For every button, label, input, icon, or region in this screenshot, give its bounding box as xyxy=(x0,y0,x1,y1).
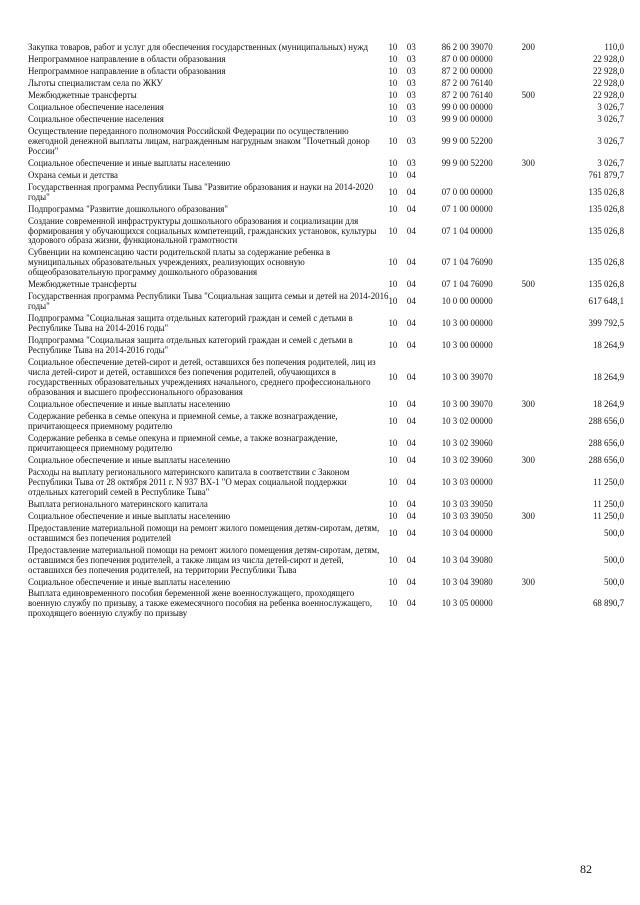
row-expense-type-code xyxy=(522,216,561,248)
row-subsection-code: 03 xyxy=(406,113,416,124)
row-section-code: 10 xyxy=(388,399,398,409)
row-expense-type-code xyxy=(522,170,561,182)
table-row xyxy=(28,90,624,102)
table-row xyxy=(28,126,624,158)
row-subsection-code: 04 xyxy=(406,576,416,587)
row-target-item-code: 87 2 00 76140 xyxy=(441,89,493,100)
row-name: Субвенции на компенсацию части родительской платы за содержание ребенка в муниципальных образовательных учреждениях, реализующих основную общеобразовательную программу дошкольного образования xyxy=(28,247,331,278)
row-amount: 761 879,7 xyxy=(588,169,624,180)
row-section-code: 10 xyxy=(388,157,398,168)
row-subsection-code: 04 xyxy=(406,340,416,351)
row-section-code: 10 xyxy=(388,476,398,487)
row-subsection-code: 04 xyxy=(406,318,416,329)
row-amount: 288 656,0 xyxy=(588,437,624,448)
row-amount: 135 026,8 xyxy=(588,279,624,290)
row-expense-type-code xyxy=(522,499,561,511)
table-row xyxy=(28,291,624,313)
row-amount: 22 928,0 xyxy=(592,89,624,100)
row-expense-type-code xyxy=(522,54,561,66)
row-amount: 110,0 xyxy=(604,42,624,52)
row-section-code: 10 xyxy=(388,296,398,307)
row-target-item-code: 10 3 02 39060 xyxy=(441,437,493,448)
row-amount: 18 264,9 xyxy=(592,399,624,409)
row-section-code: 10 xyxy=(388,415,398,426)
table-row xyxy=(28,66,624,78)
table-row xyxy=(28,411,624,433)
row-subsection-code: 03 xyxy=(406,135,416,146)
row-amount: 500,0 xyxy=(604,527,624,538)
row-section-code: 10 xyxy=(388,279,398,290)
row-amount: 22 928,0 xyxy=(592,53,624,64)
row-name: Социальное обеспечение населения xyxy=(28,113,164,124)
table-row xyxy=(28,577,624,589)
row-amount: 11 250,0 xyxy=(593,498,624,509)
table-row xyxy=(28,182,624,204)
row-subsection-code: 04 xyxy=(406,203,416,214)
row-expense-type-code xyxy=(522,102,561,114)
row-name: Предоставление материальной помощи на ремонт жилого помещения детям-сиротам, детям, оставшимся без попечения родителей xyxy=(28,522,380,543)
row-target-item-code: 10 3 03 39050 xyxy=(441,510,493,521)
row-target-item-code: 10 3 04 00000 xyxy=(441,527,493,538)
row-target-item-code: 07 1 00 00000 xyxy=(441,203,493,214)
row-section-code: 10 xyxy=(388,135,398,146)
row-subsection-code: 04 xyxy=(406,279,416,290)
row-section-code: 10 xyxy=(388,225,398,236)
row-target-item-code: 86 2 00 39070 xyxy=(441,42,493,52)
table-row xyxy=(28,279,624,291)
row-target-item-code: 87 2 00 00000 xyxy=(441,65,493,76)
table-row xyxy=(28,399,624,411)
row-section-code: 10 xyxy=(388,101,398,112)
budget-table-body xyxy=(28,42,624,620)
row-subsection-code: 03 xyxy=(406,101,416,112)
table-row xyxy=(28,78,624,90)
row-subsection-code: 04 xyxy=(406,169,416,180)
table-row xyxy=(28,335,624,357)
row-subsection-code: 04 xyxy=(406,554,416,565)
table-row xyxy=(28,511,624,523)
row-name: Государственная программа Республики Тыва "Развитие образования и науки на 2014-2020 годы" xyxy=(28,181,374,202)
row-name: Социальное обеспечение и иные выплаты населению xyxy=(28,576,231,587)
row-amount: 3 026,7 xyxy=(597,113,624,124)
row-amount: 135 026,8 xyxy=(588,203,624,214)
row-target-item-code: 10 3 00 00000 xyxy=(441,340,493,351)
row-subsection-code: 03 xyxy=(406,42,416,52)
row-target-item-code: 10 3 04 39080 xyxy=(441,576,493,587)
row-amount: 22 928,0 xyxy=(592,65,624,76)
row-section-code: 10 xyxy=(388,257,398,268)
row-subsection-code: 04 xyxy=(406,399,416,409)
row-target-item-code: 10 3 05 00000 xyxy=(441,598,493,609)
row-subsection-code: 04 xyxy=(406,437,416,448)
row-expense-type-code: 300 xyxy=(521,399,535,409)
row-target-item-code: 10 3 02 00000 xyxy=(441,415,493,426)
row-name: Осуществление переданного полномочия Российской Федерации по осуществлению ежегодной денежной выплаты лицам, награжденным нагрудным знаком "Почетный донор России" xyxy=(28,125,370,156)
row-target-item-code: 10 3 03 39050 xyxy=(441,498,493,509)
row-target-item-code xyxy=(442,170,522,182)
row-section-code: 10 xyxy=(388,498,398,509)
table-row xyxy=(28,158,624,170)
table-row xyxy=(28,42,624,54)
table-row xyxy=(28,114,624,126)
row-name: Предоставление материальной помощи на ремонт жилого помещения детям-сиротам, детям, оставшимся без попечения родителей, а также лицам из числа детей-сирот и детей, оставшихся без попечения родителей, на территории Республики Тыва xyxy=(28,544,380,575)
row-expense-type-code: 300 xyxy=(521,157,535,168)
row-target-item-code: 10 3 03 00000 xyxy=(441,476,493,487)
row-expense-type-code xyxy=(522,357,561,399)
table-row xyxy=(28,247,624,279)
row-target-item-code: 99 0 00 00000 xyxy=(441,101,493,112)
row-target-item-code: 99 9 00 52200 xyxy=(441,135,493,146)
row-name: Социальное обеспечение и иные выплаты населению xyxy=(28,510,231,521)
row-subsection-code: 04 xyxy=(406,225,416,236)
row-subsection-code: 04 xyxy=(406,527,416,538)
row-name: Подпрограмма "Развитие дошкольного образования" xyxy=(28,203,228,214)
table-row xyxy=(28,357,624,399)
row-amount: 288 656,0 xyxy=(588,415,624,426)
row-target-item-code: 07 0 00 00000 xyxy=(441,186,493,197)
row-section-code: 10 xyxy=(388,554,398,565)
row-expense-type-code xyxy=(522,313,561,335)
table-row xyxy=(28,204,624,216)
row-expense-type-code: 300 xyxy=(521,454,535,465)
row-name: Социальное обеспечение и иные выплаты населению xyxy=(28,454,231,465)
row-section-code: 10 xyxy=(388,576,398,587)
row-section-code: 10 xyxy=(388,65,398,76)
row-section-code: 10 xyxy=(388,186,398,197)
row-expense-type-code: 300 xyxy=(521,576,535,587)
row-name: Содержание ребенка в семье опекуна и приемной семье, а также вознаграждение, причитающееся приемному родителю xyxy=(28,410,338,431)
row-subsection-code: 04 xyxy=(406,296,416,307)
row-section-code: 10 xyxy=(388,437,398,448)
row-amount: 135 026,8 xyxy=(588,257,624,268)
row-section-code: 10 xyxy=(388,527,398,538)
table-row xyxy=(28,54,624,66)
row-name: Непрограммное направление в области образования xyxy=(28,53,226,64)
table-row xyxy=(28,467,624,499)
row-amount: 68 890,7 xyxy=(592,598,624,609)
row-target-item-code: 10 0 00 00000 xyxy=(441,296,493,307)
row-subsection-code: 04 xyxy=(406,372,416,383)
row-section-code: 10 xyxy=(388,372,398,383)
row-target-item-code: 07 1 04 76090 xyxy=(441,257,493,268)
row-subsection-code: 04 xyxy=(406,257,416,268)
row-target-item-code: 07 1 04 76090 xyxy=(441,279,493,290)
row-section-code: 10 xyxy=(388,113,398,124)
budget-table xyxy=(28,42,624,620)
row-expense-type-code xyxy=(522,433,561,455)
row-amount: 3 026,7 xyxy=(597,157,624,168)
row-section-code: 10 xyxy=(388,510,398,521)
row-expense-type-code xyxy=(522,335,561,357)
table-row xyxy=(28,102,624,114)
row-target-item-code: 10 3 02 39060 xyxy=(441,454,493,465)
row-amount: 288 656,0 xyxy=(588,454,624,465)
row-section-code: 10 xyxy=(388,318,398,329)
row-subsection-code: 03 xyxy=(406,77,416,88)
row-amount: 3 026,7 xyxy=(597,135,624,146)
row-expense-type-code xyxy=(522,126,561,158)
row-name: Создание современной инфраструктуры дошкольного образования и социализации для формирования у обучающихся социальных компетенций, гражданских установок, культуры здорового образа жизни, функциональной грамотности xyxy=(28,215,377,246)
row-expense-type-code xyxy=(522,588,561,620)
row-target-item-code: 10 3 00 39070 xyxy=(441,399,493,409)
row-expense-type-code xyxy=(522,182,561,204)
row-expense-type-code xyxy=(522,114,561,126)
row-target-item-code: 10 3 04 39080 xyxy=(441,554,493,565)
row-section-code: 10 xyxy=(388,53,398,64)
row-name: Социальное обеспечение населения xyxy=(28,101,164,112)
row-name: Подпрограмма "Социальная защита отдельных категорий граждан и семей с детьми в Республике Тыва на 2014-2016 годы" xyxy=(28,313,353,334)
row-name: Закупка товаров, работ и услуг для обеспечения государственных (муниципальных) нужд xyxy=(28,42,369,52)
row-expense-type-code xyxy=(522,204,561,216)
row-amount: 11 250,0 xyxy=(593,510,624,521)
row-name: Социальное обеспечение и иные выплаты населению xyxy=(28,157,231,168)
row-expense-type-code xyxy=(522,545,561,577)
row-amount: 18 264,9 xyxy=(592,340,624,351)
row-expense-type-code xyxy=(522,291,561,313)
row-section-code: 10 xyxy=(388,598,398,609)
row-subsection-code: 04 xyxy=(406,476,416,487)
row-name: Расходы на выплату регионального материнского капитала в соответствии с Законом Республики Тыва от 28 октября 2011 г. N 937 ВХ-1 "О мерах социальной поддержки отдельных категорий семей в Республике Тыва" xyxy=(28,466,350,497)
row-subsection-code: 04 xyxy=(406,186,416,197)
row-section-code: 10 xyxy=(388,89,398,100)
row-subsection-code: 04 xyxy=(406,598,416,609)
row-expense-type-code: 200 xyxy=(521,42,535,52)
row-amount: 18 264,9 xyxy=(592,372,624,383)
row-name: Межбюджетные трансферты xyxy=(28,89,137,100)
row-name: Выплата единовременного пособия беременной жене военнослужащего, проходящего военную службу по призыву, а также ежемесячного пособия на ребенка военнослужащего, проходящего военную службу по призыву xyxy=(28,588,373,619)
row-target-item-code: 10 3 00 39070 xyxy=(441,372,493,383)
row-amount: 135 026,8 xyxy=(588,225,624,236)
row-subsection-code: 04 xyxy=(406,415,416,426)
row-name: Подпрограмма "Социальная защита отдельных категорий граждан и семей с детьми в Республике Тыва на 2014-2016 годы" xyxy=(28,335,353,356)
row-section-code: 10 xyxy=(388,340,398,351)
row-amount: 11 250,0 xyxy=(593,476,624,487)
table-row xyxy=(28,433,624,455)
row-amount: 22 928,0 xyxy=(592,77,624,88)
table-row xyxy=(28,523,624,545)
table-row xyxy=(28,170,624,182)
row-subsection-code: 04 xyxy=(406,498,416,509)
row-name: Охрана семьи и детства xyxy=(28,169,118,180)
row-target-item-code: 99 9 00 52200 xyxy=(441,157,493,168)
row-subsection-code: 03 xyxy=(406,89,416,100)
row-expense-type-code xyxy=(522,411,561,433)
row-name: Социальное обеспечение и иные выплаты населению xyxy=(28,399,231,409)
row-subsection-code: 03 xyxy=(406,157,416,168)
row-amount: 3 026,7 xyxy=(597,101,624,112)
table-row xyxy=(28,455,624,467)
row-expense-type-code: 300 xyxy=(521,510,535,521)
row-section-code: 10 xyxy=(388,42,398,52)
row-name: Государственная программа Республики Тыва "Социальная защита семьи и детей на 2014-2016 годы" xyxy=(28,291,389,312)
row-section-code: 10 xyxy=(388,169,398,180)
row-expense-type-code xyxy=(522,523,561,545)
table-row xyxy=(28,216,624,248)
row-subsection-code: 04 xyxy=(406,510,416,521)
row-expense-type-code xyxy=(522,247,561,279)
table-row xyxy=(28,588,624,620)
row-expense-type-code: 500 xyxy=(521,89,535,100)
row-expense-type-code xyxy=(522,78,561,90)
row-section-code: 10 xyxy=(388,77,398,88)
row-subsection-code: 03 xyxy=(406,65,416,76)
row-target-item-code: 99 9 00 00000 xyxy=(441,113,493,124)
row-amount: 500,0 xyxy=(604,576,624,587)
row-name: Содержание ребенка в семье опекуна и приемной семье, а также вознаграждение, причитающееся приемному родителю xyxy=(28,432,338,453)
table-row xyxy=(28,499,624,511)
row-name: Межбюджетные трансферты xyxy=(28,279,137,290)
row-name: Выплата регионального материнского капитала xyxy=(28,498,208,509)
row-section-code: 10 xyxy=(388,454,398,465)
page-number: 82 xyxy=(580,862,592,876)
row-subsection-code: 03 xyxy=(406,53,416,64)
row-amount: 617 648,1 xyxy=(588,296,624,307)
row-section-code: 10 xyxy=(388,203,398,214)
row-name: Непрограммное направление в области образования xyxy=(28,65,226,76)
row-target-item-code: 07 1 04 00000 xyxy=(441,225,493,236)
row-amount: 135 026,8 xyxy=(588,186,624,197)
row-amount: 399 792,5 xyxy=(588,318,624,329)
row-expense-type-code xyxy=(522,467,561,499)
table-row xyxy=(28,313,624,335)
row-target-item-code: 10 3 00 00000 xyxy=(441,318,493,329)
row-amount: 500,0 xyxy=(604,554,624,565)
row-target-item-code: 87 2 00 76140 xyxy=(441,77,493,88)
row-name: Льготы специалистам села по ЖКУ xyxy=(28,77,163,88)
row-name: Социальное обеспечение детей-сирот и детей, оставшихся без попечения родителей, лиц из числа детей-сирот и детей, оставшихся без попечения родителей, обучающихся в государственных образовательных учреждениях начального, среднего профессионального образования и высшего профессионального образования xyxy=(28,357,376,398)
row-expense-type-code xyxy=(522,66,561,78)
row-expense-type-code: 500 xyxy=(521,279,535,290)
table-row xyxy=(28,545,624,577)
row-subsection-code: 04 xyxy=(406,454,416,465)
row-target-item-code: 87 0 00 00000 xyxy=(441,53,493,64)
